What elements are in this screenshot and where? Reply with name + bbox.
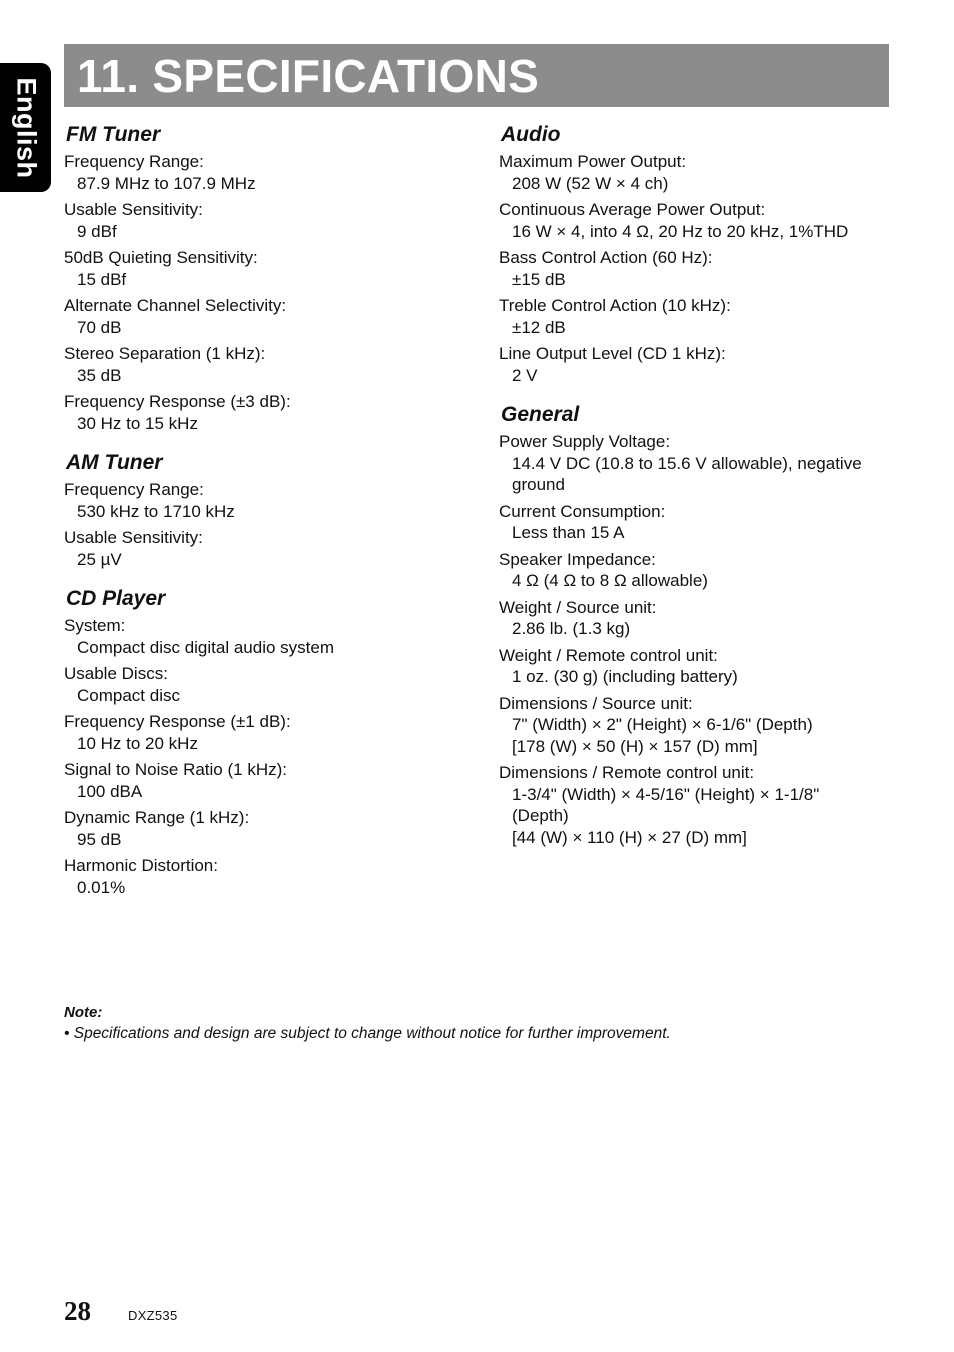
spec-item [499,431,899,496]
spec-item [64,807,474,850]
spec-section [499,401,899,848]
spec-value: 87.9 MHz to 107.9 MHz [77,173,256,193]
spec-value: 30 Hz to 15 kHz [77,413,198,433]
language-tab [0,63,51,192]
spec-value: Less than 15 A [512,523,625,542]
spec-item [64,295,474,338]
spec-value: 530 kHz to 1710 kHz [77,501,235,521]
spec-item [64,343,474,386]
spec-label: Usable Sensitivity: [64,200,203,219]
spec-label: 50dB Quieting Sensitivity: [64,248,258,267]
section-heading: AM Tuner [66,451,163,474]
spec-item [499,247,899,290]
spec-label: Dynamic Range (1 kHz): [64,808,250,827]
spec-section [64,449,474,570]
spec-value: 100 dBA [77,781,143,801]
spec-label: Frequency Range: [64,152,204,171]
spec-value: 0.01% [77,877,126,897]
section-heading: CD Player [66,587,166,610]
spec-value: 1 oz. (30 g) (including battery) [512,667,738,686]
spec-item [64,663,474,706]
spec-item [499,343,899,386]
spec-label: Stereo Separation (1 kHz): [64,344,266,363]
page-title: 11. SPECIFICATIONS [77,50,540,102]
spec-label: Frequency Response (±1 dB): [64,712,291,731]
spec-value: 208 W (52 W × 4 ch) [512,173,669,193]
spec-item [499,645,899,688]
spec-value: 2 V [512,365,538,385]
right-column [499,121,899,863]
spec-item [64,711,474,754]
spec-item [64,527,474,570]
spec-value: 7" (Width) × 2" (Height) × 6-1/6" (Depth) [178 (W) × 50 (H) × 157 (D) mm] [512,715,813,756]
spec-label: Alternate Channel Selectivity: [64,296,287,315]
spec-item [499,501,899,544]
model-name: DXZ535 [128,1308,178,1323]
spec-label: System: [64,616,126,635]
spec-item [64,855,474,898]
spec-label: Maximum Power Output: [499,152,687,171]
spec-value: 2.86 lb. (1.3 kg) [512,619,631,638]
spec-label: Weight / Remote control unit: [499,645,718,665]
spec-item [499,597,899,640]
spec-label: Frequency Range: [64,480,204,499]
section-heading: Audio [501,123,561,146]
spec-section [64,121,474,434]
spec-label: Frequency Response (±3 dB): [64,392,291,411]
spec-item [64,615,474,658]
spec-item [499,151,899,194]
spec-item [64,199,474,242]
spec-label: Treble Control Action (10 kHz): [499,296,731,315]
spec-label: Dimensions / Source unit: [499,693,693,713]
spec-label: Current Consumption: [499,501,666,521]
spec-item [64,151,474,194]
spec-item [64,247,474,290]
section-heading: General [501,403,580,426]
spec-value: 35 dB [77,365,122,385]
note [64,1003,894,1045]
spec-section [499,121,899,386]
spec-label: Continuous Average Power Output: [499,200,766,219]
spec-label: Power Supply Voltage: [499,432,671,451]
spec-value: 15 dBf [77,269,127,289]
spec-section [64,585,474,898]
spec-value: ±12 dB [512,317,566,337]
spec-label: Signal to Noise Ratio (1 kHz): [64,760,287,779]
spec-item [499,762,899,848]
spec-label: Speaker Impedance: [499,549,656,569]
spec-value: Compact disc digital audio system [77,637,335,657]
spec-item [64,759,474,802]
spec-label: Usable Discs: [64,664,168,683]
spec-value: 1-3/4" (Width) × 4-5/16" (Height) × 1-1/8" (Depth) [44 (W) × 110 (H) × 27 (D) mm] [512,784,820,847]
language-tab-label: English [11,76,41,179]
spec-value: Compact disc [77,685,180,705]
spec-label: Weight / Source unit: [499,597,657,617]
spec-label: Harmonic Distortion: [64,856,218,875]
spec-label: Usable Sensitivity: [64,528,203,547]
page-number: 28 [64,1296,91,1326]
note-title: Note: [64,1004,103,1021]
spec-value: 14.4 V DC (10.8 to 15.6 V allowable), negative ground [512,453,862,494]
left-column [64,121,474,913]
spec-value: 4 Ω (4 Ω to 8 Ω allowable) [512,571,708,590]
spec-item [499,199,899,242]
section-heading: FM Tuner [66,123,161,146]
spec-label: Line Output Level (CD 1 kHz): [499,344,726,363]
spec-value: 16 W × 4, into 4 Ω, 20 Hz to 20 kHz, 1%THD [512,221,849,241]
spec-label: Bass Control Action (60 Hz): [499,248,713,267]
spec-value: 25 µV [77,549,122,569]
spec-value: ±15 dB [512,269,566,289]
spec-label: Dimensions / Remote control unit: [499,763,755,782]
note-text: • Specifications and design are subject to change without notice for further improvement. [64,1025,671,1042]
spec-value: 10 Hz to 20 kHz [77,733,198,753]
spec-item [499,693,899,758]
spec-value: 9 dBf [77,221,117,241]
spec-item [64,391,474,434]
spec-item [64,479,474,522]
spec-value: 95 dB [77,829,122,849]
spec-item [499,295,899,338]
title-bar [64,44,889,107]
spec-item [499,549,899,592]
spec-value: 70 dB [77,317,122,337]
